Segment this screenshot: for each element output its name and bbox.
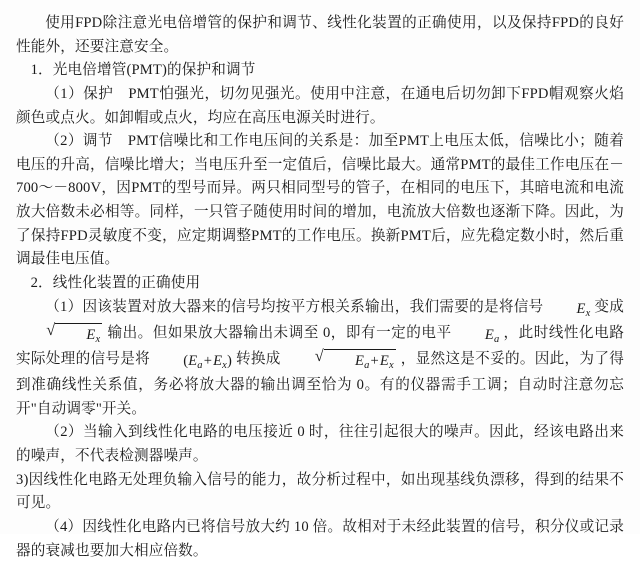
paragraph-linearizer-1 (16, 296, 624, 422)
math-sqrt-ea-plus-ex: √ $E_a+E_x$ (286, 349, 396, 374)
math-para-seg-6: ，此时线性化电路实际处理的信号是将 (16, 324, 624, 367)
radical-sign-icon: √ (46, 320, 56, 340)
math-variable-ex: $E_x$ (576, 300, 591, 319)
math-sqrt-ex: √ $E_x$ (17, 323, 102, 348)
paragraph-pmt-protection: （1）保护 PMT怕强光，切勿见强光。使用中注意，在通电后切勿卸下FPD帽观察火焰颜色或点火。如卸帽或点火，均应在高压电源关时进行。 (16, 85, 624, 126)
math-para-seg-0: （1）因该装置对放大器来的信号均按平方根关系输出，我们需要的是将信号 (45, 298, 548, 315)
math-para-seg-4: 输出。但如果放大器输出未调至 0，即有一定的电平 (107, 324, 456, 341)
paragraph-linearizer-3: 3)因线性化电路无处理负输入信号的能力，故分析过程中，如出现基线负漂移，得到的结果不可见。 (16, 471, 624, 512)
section-heading-linearizer: 2．线性化装置的正确使用 (30, 275, 201, 292)
section-heading-pmt: 1．光电倍增管(PMT)的保护和调节 (30, 62, 256, 79)
paragraph-intro: 使用FPD除注意光电倍增管的保护和调节、线性化装置的正确使用，以及保持FPD的良好性能外，还要注意安全。 (16, 15, 624, 55)
math-para-seg-8: 转换成 (235, 351, 281, 367)
math-para-seg-2: 变成 (594, 298, 624, 315)
paragraph-linearizer-4: （4）因线性化电路内已将信号放大约 10 倍。故相对于未经此装置的信号，积分仪或记录器的衰减也要加大相应倍数。 (16, 519, 624, 559)
radical-sign-icon: √ (314, 346, 324, 366)
math-group-ea-plus-ex: $(E_a+E_x)$ (183, 353, 232, 372)
math-para-seg-10: ，显然这是不妥的。因此，为了得到准确线性关系值，务必将放大器的输出调至恰为 0。有的仪器需手工调；自动时注意勿忘开"自动调零"开关。 (16, 351, 624, 417)
paragraph-linearizer-2: （2）当输入到线性化电路的电压接近 0 时，往往引起很大的噪声。因此，经该电路出来的噪声，不代表检测器噪声。 (16, 424, 624, 465)
document-body (16, 12, 624, 563)
math-variable-ea: $E_a$ (484, 327, 500, 345)
paragraph-pmt-adjustment: （2）调节 PMT信噪比和工作电压间的关系是：加至PMT上电压太低，信噪比小；随着电压的升高，信噪比增大；当电压升至一定值后，信噪比最大。通常PMT的最佳工作电压在－700～－800V，因PMT的型号而异。两只相同型号的管子，在相同的电压下，其暗电流和电流放大倍数未必相等。同样，一只管子随使用时间的增加，电流放大倍数也逐渐下降。因此，为了保持FPD灵敏度不变，应定期调整PMT的工作电压。换新PMT后，应先稳定数小时，然后重调最佳电压值。 (16, 133, 624, 268)
